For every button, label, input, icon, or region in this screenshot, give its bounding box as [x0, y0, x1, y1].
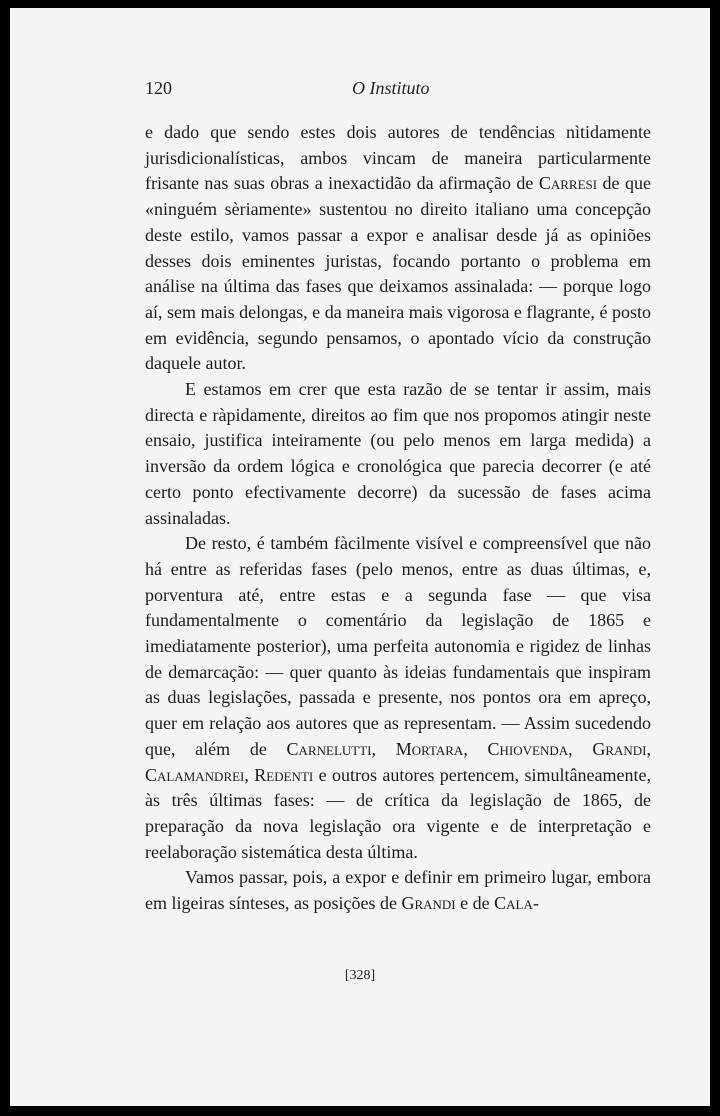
- paragraph-text: ,: [568, 738, 593, 759]
- paragraph-text: ,: [371, 738, 396, 759]
- author-name: Carresi: [538, 173, 598, 194]
- paragraph-text: ,: [244, 764, 255, 785]
- paragraph: [145, 120, 651, 377]
- body-text: [145, 120, 651, 917]
- author-name: Mortara: [395, 738, 464, 759]
- paragraph-text: e outros autores pertencem, simultâneamente, às três últimas fases: — de crítica da legislação de 1865, de preparação da nova legislação ora vigente e de interpretação e reelaboração sistemática desta última.: [145, 764, 651, 862]
- author-name: Calamandrei: [145, 764, 245, 785]
- paragraph-text: E estamos em crer que esta razão de se tentar ir assim, mais directa e ràpidamente, direitos ao fim que nos propomos atingir neste ensaio, justifica inteiramente (ou pelo menos em larga medida) a inversão da ordem lógica e cronológica que parecia decorrer (e até certo ponto efectivamente decorre) da sucessão de fases acima assinaladas.: [145, 379, 651, 528]
- paragraph: [145, 531, 651, 865]
- paragraph: [145, 865, 651, 916]
- author-name: Redenti: [254, 764, 314, 785]
- running-head: [10, 78, 710, 102]
- paragraph: [145, 377, 651, 531]
- author-name: Cala-: [494, 893, 539, 914]
- folio-number: [328]: [344, 968, 376, 983]
- paragraph-text: e de: [455, 893, 495, 914]
- paragraph-text: De resto, é também fàcilmente visível e compreensível que não há entre as referidas fases (pelo menos, entre as duas últimas, e, porventura até, entre estas e a segunda fase — que visa fundamentalmente o comentário da legislação de 1865 e imediatamente posterior), uma perfeita autonomia e rigidez de linhas de demarcação: — quer quanto às ideias fundamentais que inspiram as duas legislações, passada e presente, nos pontos ora em apreço, quer em relação aos autores que as representam. — Assim sucedendo que, além de: [145, 533, 651, 759]
- author-name: Chiovenda: [487, 738, 569, 759]
- paragraph-text: ,: [646, 738, 652, 759]
- paragraph-text: Vamos passar, pois, a expor e definir em primeiro lugar, embora em ligeiras sínteses, as posições de: [145, 867, 651, 914]
- paragraph-text: ,: [463, 738, 488, 759]
- page-number: 120: [145, 78, 172, 98]
- paragraph-text: e dado que sendo estes dois autores de tendências nìtidamente jurisdicionalísticas, ambos vincam de maneira particularmente frisante nas suas obras a inexactidão da afirmação de: [145, 122, 651, 194]
- paragraph-text: de que «ninguém sèriamente» sustentou no direito italiano uma concepção deste estilo, vamos passar a expor e analisar desde já as opiniões desses dois eminentes juristas, focando portanto o problema em análise na última das fases que deixamos assinalada: — porque logo aí, sem mais delongas, e da maneira mais vigorosa e flagrante, é posto em evidência, segundo pensamos, o apontado vício da construção daquele autor.: [145, 173, 651, 374]
- author-name: Carnelutti: [286, 738, 372, 759]
- author-name: Grandi: [401, 893, 456, 914]
- running-title: O Instituto: [352, 78, 430, 98]
- author-name: Grandi: [592, 738, 647, 759]
- book-page: [10, 8, 710, 1106]
